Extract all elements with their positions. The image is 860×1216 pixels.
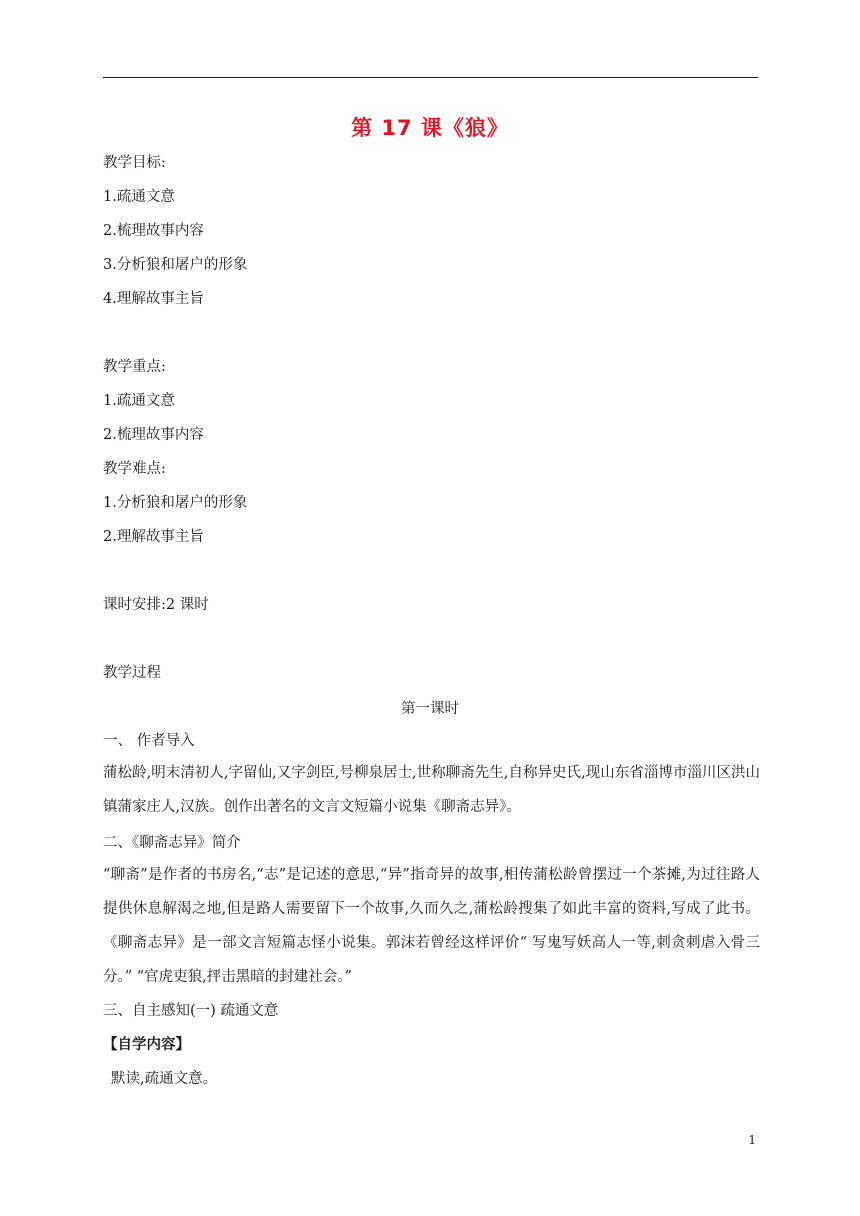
goal-item: 1.疏通文意 xyxy=(103,189,175,205)
key-point-item: 2.梳理故事内容 xyxy=(103,427,204,443)
goals-heading: 教学目标: xyxy=(103,155,166,171)
section2-heading: 二、《聊斋志异》简介 xyxy=(103,835,241,851)
goal-item: 3.分析狼和屠户的形象 xyxy=(103,257,248,273)
section1-text: 蒲松龄,明末清初人,字留仙,又字剑臣,号柳泉居士,世称聊斋先生,自称异史氏,现山东省淄博市淄川区洪山镇蒲家庄人,汉族。创作出著名的文言文短篇小说集《聊斋志异》。 xyxy=(103,765,760,815)
header-rule xyxy=(103,77,758,78)
section3-text: 默读,疏通文意。 xyxy=(111,1071,218,1087)
difficulties-heading: 教学难点: xyxy=(103,461,166,477)
page-title: 第 17 课《狼》 xyxy=(351,116,509,140)
difficulty-item: 2.理解故事主旨 xyxy=(103,529,204,545)
schedule: 课时安排:2 课时 xyxy=(103,597,209,613)
section1-heading: 一、 作者导入 xyxy=(103,733,195,749)
goal-item: 2.梳理故事内容 xyxy=(103,223,204,239)
lesson-title: 第一课时 xyxy=(401,701,459,717)
key-points-heading: 教学重点: xyxy=(103,359,166,375)
process-heading: 教学过程 xyxy=(103,665,161,681)
key-point-item: 1.疏通文意 xyxy=(103,393,175,409)
section2-text: “聊斋”是作者的书房名,“志”是记述的意思,“异”指奇异的故事,相传蒲松龄曾摆过一个茶摊,为过往路人提供休息解渴之地,但是路人需要留下一个故事,久而久之,蒲松龄搜集了如此丰富的资料,写成了此书。 《聊斋志异》是一部文言短篇志怪小说集。郭沫若曾经这样评价“ 写鬼写妖高人一等,刺贪刺虐入骨三分。” “官虎吏狼,抨击黑暗的封建社会。” xyxy=(103,867,760,985)
page-number: 1 xyxy=(748,1133,756,1147)
section3-heading: 三、自主感知(一) 疏通文意 xyxy=(103,1003,279,1019)
goal-item: 4.理解故事主旨 xyxy=(103,291,204,307)
difficulty-item: 1.分析狼和屠户的形象 xyxy=(103,495,248,511)
section3-subheading: 【自学内容】 xyxy=(103,1036,190,1053)
